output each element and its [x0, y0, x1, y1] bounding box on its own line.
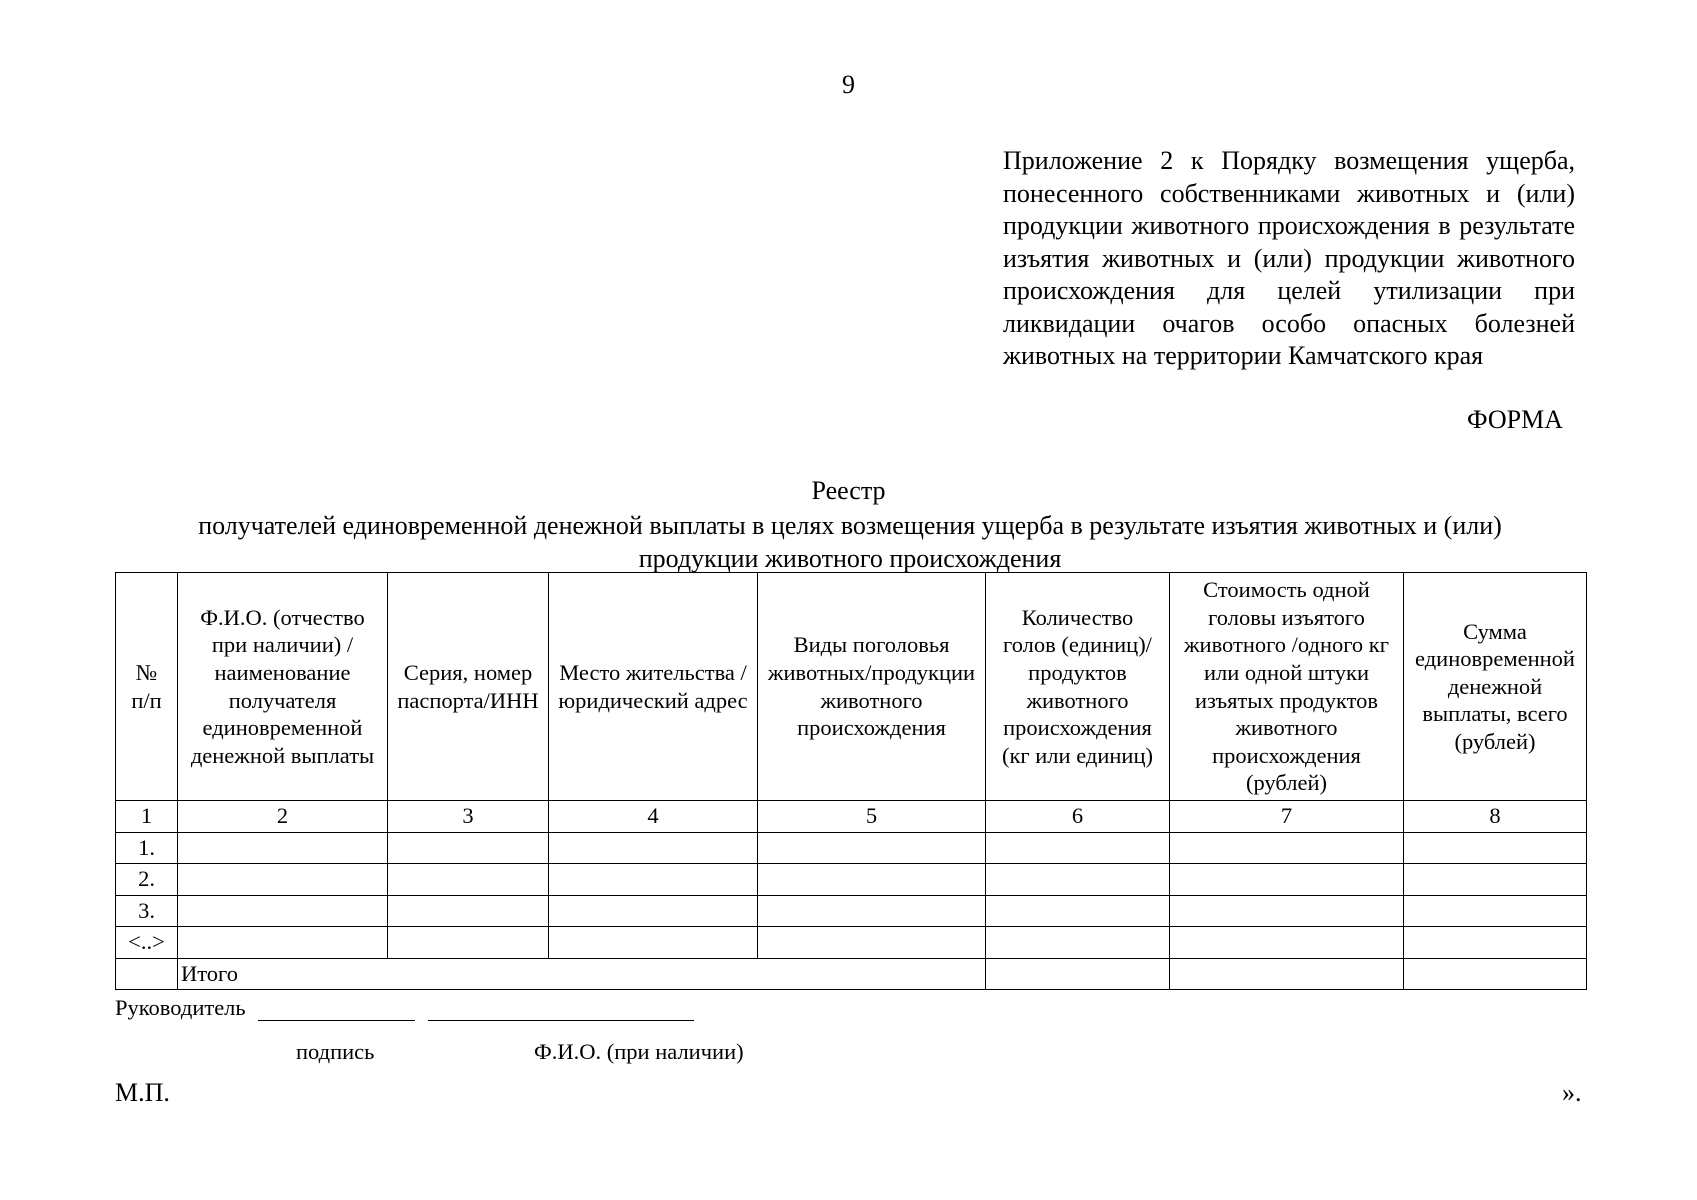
table-cell [1404, 895, 1587, 927]
row-number-cell: <..> [116, 927, 178, 959]
table-cell [1170, 864, 1404, 896]
table-row [116, 864, 1587, 896]
row-number-cell: 1. [116, 832, 178, 864]
total-label: Итого [178, 958, 986, 990]
total-row [116, 958, 1587, 990]
page-number: 9 [842, 70, 855, 99]
column-number: 5 [758, 801, 986, 833]
header-cell-number: № п/п [116, 573, 178, 801]
table-cell [549, 895, 758, 927]
stamp-label: М.П. [115, 1078, 170, 1107]
table-cell [1404, 832, 1587, 864]
appendix-reference: Приложение 2 к Порядку возмещения ущерба, понесенного собственниками животных и (или) продукции животного происхождения в результате изъятия животных и (или) продукции животного происхождения для целей утилизации при ликвидации очагов особо опасных болезней животных на территории Камчатского края [1003, 146, 1575, 370]
header-cell-passport: Серия, номер паспорта/ИНН [388, 573, 549, 801]
row-number-cell: 3. [116, 895, 178, 927]
table-cell [388, 927, 549, 959]
signature-line [258, 1020, 415, 1021]
column-number: 6 [986, 801, 1170, 833]
table-cell [388, 832, 549, 864]
table-cell [1170, 832, 1404, 864]
header-cell-unit-cost: Стоимость одной головы изъятого животного /одного кг или одной штуки изъятых продуктов животного происхождения (рублей) [1170, 573, 1404, 801]
column-number-row [116, 801, 1587, 833]
registry-table [115, 572, 1587, 990]
table-cell [388, 895, 549, 927]
table-row [116, 927, 1587, 959]
column-number: 1 [116, 801, 178, 833]
table-header-row [116, 573, 1587, 801]
table-cell [986, 864, 1170, 896]
row-number-cell: 2. [116, 864, 178, 896]
header-cell-quantity: Количество голов (единиц)/ продуктов животного происхождения (кг или единиц) [986, 573, 1170, 801]
header-cell-recipient: Ф.И.О. (отчество при наличии) / наименование получателя единовременной денежной выплаты [178, 573, 388, 801]
table-cell [178, 927, 388, 959]
table-row [116, 832, 1587, 864]
table-cell [1170, 958, 1404, 990]
table-cell [178, 832, 388, 864]
registry-subtitle: получателей единовременной денежной выплаты в целях возмещения ущерба в результате изъятия животных и (или) продукции животного происхождения [198, 511, 1502, 573]
table-cell [986, 832, 1170, 864]
registry-title: Реестр [811, 476, 886, 505]
signature-caption: подпись [296, 1039, 375, 1064]
forma-label: ФОРМА [1467, 405, 1563, 434]
table-cell [986, 895, 1170, 927]
table-cell [1404, 864, 1587, 896]
header-cell-address: Место жительства / юридический адрес [549, 573, 758, 801]
table-cell [388, 864, 549, 896]
table-cell [986, 958, 1170, 990]
signer-label: Руководитель [115, 995, 246, 1020]
header-cell-total-sum: Сумма единовременной денежной выплаты, всего (рублей) [1404, 573, 1587, 801]
name-line [428, 1020, 694, 1021]
column-number: 3 [388, 801, 549, 833]
table-cell [758, 864, 986, 896]
table-cell [758, 927, 986, 959]
table-cell [178, 895, 388, 927]
header-cell-animal-types: Виды поголовья животных/продукции животного происхождения [758, 573, 986, 801]
table-cell [549, 927, 758, 959]
table-cell [549, 864, 758, 896]
table-cell [1404, 927, 1587, 959]
table-cell [1170, 895, 1404, 927]
table-cell [1404, 958, 1587, 990]
table-cell [758, 895, 986, 927]
name-caption: Ф.И.О. (при наличии) [534, 1039, 744, 1064]
column-number: 4 [549, 801, 758, 833]
column-number: 7 [1170, 801, 1404, 833]
table-cell [758, 832, 986, 864]
table-row [116, 895, 1587, 927]
table-cell [116, 958, 178, 990]
table-cell [986, 927, 1170, 959]
table-cell [178, 864, 388, 896]
closing-mark: ». [1562, 1078, 1582, 1107]
table-cell [549, 832, 758, 864]
column-number: 8 [1404, 801, 1587, 833]
table-cell [1170, 927, 1404, 959]
column-number: 2 [178, 801, 388, 833]
